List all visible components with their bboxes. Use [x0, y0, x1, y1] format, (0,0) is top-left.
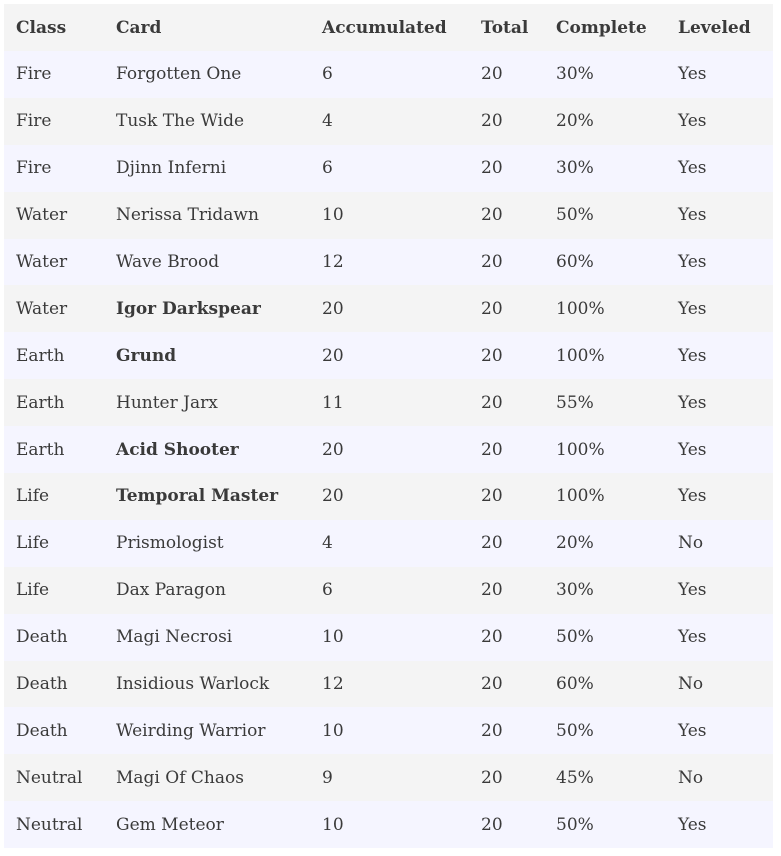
cell-accumulated: 12 [310, 239, 469, 286]
cell-class: Death [4, 661, 104, 708]
cell-card: Acid Shooter [104, 426, 310, 473]
cell-class: Earth [4, 379, 104, 426]
cell-leveled: No [666, 520, 773, 567]
cell-card: Magi Of Chaos [104, 754, 310, 801]
table-header [4, 4, 773, 51]
cell-card: Hunter Jarx [104, 379, 310, 426]
table-body [4, 51, 773, 848]
cell-leveled: Yes [666, 707, 773, 754]
cell-class: Water [4, 285, 104, 332]
cell-class: Water [4, 239, 104, 286]
cell-class: Water [4, 192, 104, 239]
cell-accumulated: 20 [310, 426, 469, 473]
cell-total: 20 [469, 98, 544, 145]
cell-accumulated: 9 [310, 754, 469, 801]
cell-leveled: Yes [666, 567, 773, 614]
table-row [4, 801, 773, 848]
cell-leveled: Yes [666, 426, 773, 473]
cell-class: Life [4, 567, 104, 614]
cell-complete: 20% [544, 98, 666, 145]
cell-accumulated: 6 [310, 51, 469, 98]
cell-total: 20 [469, 801, 544, 848]
table-row [4, 98, 773, 145]
table-row [4, 614, 773, 661]
cell-class: Fire [4, 98, 104, 145]
cell-leveled: No [666, 661, 773, 708]
table-row [4, 192, 773, 239]
cell-class: Earth [4, 332, 104, 379]
table-row [4, 707, 773, 754]
cell-leveled: Yes [666, 145, 773, 192]
cell-complete: 30% [544, 567, 666, 614]
cell-accumulated: 11 [310, 379, 469, 426]
cell-accumulated: 6 [310, 567, 469, 614]
table-row [4, 520, 773, 567]
table-row [4, 426, 773, 473]
cell-leveled: Yes [666, 379, 773, 426]
cell-complete: 20% [544, 520, 666, 567]
cell-leveled: Yes [666, 239, 773, 286]
cell-class: Neutral [4, 801, 104, 848]
table-row [4, 332, 773, 379]
cell-card: Magi Necrosi [104, 614, 310, 661]
cell-total: 20 [469, 754, 544, 801]
cell-accumulated: 4 [310, 520, 469, 567]
cell-complete: 55% [544, 379, 666, 426]
cell-total: 20 [469, 520, 544, 567]
cell-total: 20 [469, 614, 544, 661]
cell-card: Grund [104, 332, 310, 379]
cell-total: 20 [469, 332, 544, 379]
table-row [4, 239, 773, 286]
cell-total: 20 [469, 707, 544, 754]
table-row [4, 567, 773, 614]
cell-accumulated: 12 [310, 661, 469, 708]
header-leveled: Leveled [666, 4, 773, 51]
cell-complete: 30% [544, 51, 666, 98]
cell-card: Prismologist [104, 520, 310, 567]
cell-card: Igor Darkspear [104, 285, 310, 332]
cell-class: Neutral [4, 754, 104, 801]
header-row [4, 4, 773, 51]
table-row [4, 51, 773, 98]
header-accumulated: Accumulated [310, 4, 469, 51]
cell-card: Temporal Master [104, 473, 310, 520]
table-row [4, 661, 773, 708]
table-row [4, 473, 773, 520]
cell-complete: 100% [544, 332, 666, 379]
cell-total: 20 [469, 473, 544, 520]
cell-class: Fire [4, 145, 104, 192]
cell-leveled: Yes [666, 473, 773, 520]
cell-complete: 50% [544, 614, 666, 661]
cell-accumulated: 20 [310, 473, 469, 520]
cell-class: Earth [4, 426, 104, 473]
cell-class: Fire [4, 51, 104, 98]
cell-complete: 50% [544, 707, 666, 754]
cell-class: Death [4, 707, 104, 754]
cell-complete: 50% [544, 192, 666, 239]
header-card: Card [104, 4, 310, 51]
cell-complete: 100% [544, 473, 666, 520]
cell-total: 20 [469, 239, 544, 286]
cell-complete: 100% [544, 285, 666, 332]
cell-total: 20 [469, 379, 544, 426]
table-row [4, 754, 773, 801]
cell-total: 20 [469, 145, 544, 192]
cell-card: Forgotten One [104, 51, 310, 98]
cell-leveled: Yes [666, 98, 773, 145]
cell-total: 20 [469, 285, 544, 332]
cell-leveled: Yes [666, 614, 773, 661]
cell-card: Tusk The Wide [104, 98, 310, 145]
cell-card: Wave Brood [104, 239, 310, 286]
cell-leveled: Yes [666, 801, 773, 848]
cell-leveled: Yes [666, 285, 773, 332]
cell-complete: 45% [544, 754, 666, 801]
cell-accumulated: 10 [310, 192, 469, 239]
cell-accumulated: 10 [310, 707, 469, 754]
cell-leveled: Yes [666, 51, 773, 98]
cell-class: Life [4, 520, 104, 567]
cell-complete: 30% [544, 145, 666, 192]
cell-leveled: Yes [666, 192, 773, 239]
cell-accumulated: 10 [310, 801, 469, 848]
card-progress-table [4, 4, 773, 848]
cell-card: Insidious Warlock [104, 661, 310, 708]
cell-accumulated: 20 [310, 332, 469, 379]
cell-accumulated: 4 [310, 98, 469, 145]
cell-card: Gem Meteor [104, 801, 310, 848]
cell-card: Djinn Inferni [104, 145, 310, 192]
cell-total: 20 [469, 567, 544, 614]
header-complete: Complete [544, 4, 666, 51]
cell-class: Death [4, 614, 104, 661]
cell-accumulated: 6 [310, 145, 469, 192]
cell-card: Nerissa Tridawn [104, 192, 310, 239]
cell-total: 20 [469, 426, 544, 473]
cell-complete: 100% [544, 426, 666, 473]
header-class: Class [4, 4, 104, 51]
cell-leveled: Yes [666, 332, 773, 379]
cell-class: Life [4, 473, 104, 520]
cell-total: 20 [469, 661, 544, 708]
cell-complete: 60% [544, 661, 666, 708]
cell-accumulated: 20 [310, 285, 469, 332]
cell-card: Weirding Warrior [104, 707, 310, 754]
cell-total: 20 [469, 192, 544, 239]
header-total: Total [469, 4, 544, 51]
cell-card: Dax Paragon [104, 567, 310, 614]
table-row [4, 285, 773, 332]
table-row [4, 379, 773, 426]
cell-total: 20 [469, 51, 544, 98]
cell-leveled: No [666, 754, 773, 801]
cell-accumulated: 10 [310, 614, 469, 661]
card-progress-table-container [4, 4, 773, 848]
cell-complete: 60% [544, 239, 666, 286]
cell-complete: 50% [544, 801, 666, 848]
table-row [4, 145, 773, 192]
